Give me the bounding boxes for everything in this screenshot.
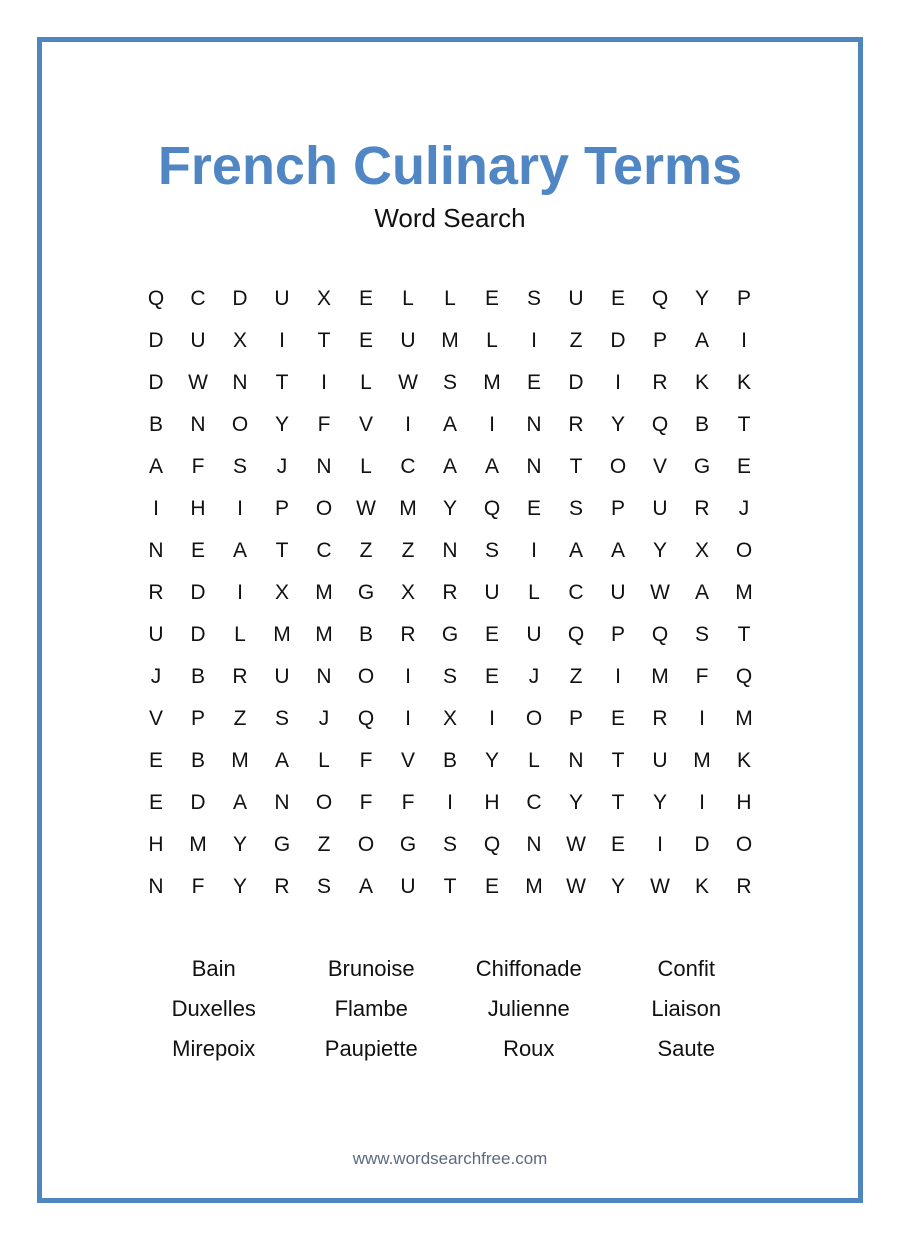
grid-letter: W	[650, 875, 670, 898]
grid-letter: E	[610, 833, 625, 856]
grid-letter: D	[148, 371, 164, 394]
grid-letter: H	[148, 833, 164, 856]
grid-letter: T	[443, 875, 457, 898]
word-list	[135, 949, 765, 1069]
grid-letter: F	[317, 413, 331, 436]
word-list-item: Mirepoix	[172, 1036, 256, 1061]
grid-letter: X	[316, 287, 331, 310]
grid-letter: E	[148, 791, 163, 814]
grid-letter: S	[568, 497, 583, 520]
grid-letter: M	[315, 623, 333, 646]
grid-letter: E	[526, 371, 541, 394]
grid-letter: R	[148, 581, 164, 604]
grid-letter: M	[651, 665, 669, 688]
grid-letter: Z	[569, 329, 583, 352]
grid-letter: R	[736, 875, 752, 898]
grid-letter: Z	[233, 707, 247, 730]
grid-letter: C	[568, 581, 584, 604]
grid-letter: Y	[694, 287, 709, 310]
grid-letter: Y	[652, 539, 667, 562]
grid-letter: Y	[274, 413, 289, 436]
grid-letter: K	[736, 371, 751, 394]
grid-letter: N	[232, 371, 248, 394]
grid-letter: T	[737, 623, 751, 646]
word-list-item: Saute	[657, 1036, 715, 1061]
grid-letter: U	[484, 581, 500, 604]
grid-letter: T	[317, 329, 331, 352]
grid-letter: G	[441, 623, 459, 646]
grid-letter: N	[568, 749, 584, 772]
grid-letter: Q	[651, 623, 669, 646]
grid-letter: V	[358, 413, 373, 436]
grid-letter: I	[657, 833, 663, 856]
word-list-item: Liaison	[651, 996, 722, 1021]
grid-letter: T	[569, 455, 583, 478]
grid-letter: H	[736, 791, 752, 814]
grid-letter: P	[736, 287, 751, 310]
grid-letter: F	[191, 875, 205, 898]
page-subtitle: Word Search	[374, 203, 526, 233]
grid-letter: N	[148, 539, 164, 562]
grid-letter: W	[188, 371, 208, 394]
grid-letter: P	[274, 497, 289, 520]
grid-letter: F	[695, 665, 709, 688]
grid-letter: N	[526, 455, 542, 478]
grid-letter: U	[274, 665, 290, 688]
grid-letter: D	[610, 329, 626, 352]
grid-letter: E	[610, 287, 625, 310]
grid-letter: Y	[442, 497, 457, 520]
grid-letter: I	[699, 707, 705, 730]
grid-letter: S	[232, 455, 247, 478]
grid-letter: K	[736, 749, 751, 772]
page-title: French Culinary Terms	[157, 136, 743, 196]
grid-letter: L	[528, 749, 540, 772]
grid-letter: I	[237, 497, 243, 520]
grid-letter: M	[441, 329, 459, 352]
grid-letter: X	[400, 581, 415, 604]
grid-letter: M	[525, 875, 543, 898]
grid-letter: Y	[232, 875, 247, 898]
grid-letter: S	[274, 707, 289, 730]
grid-letter: Z	[359, 539, 373, 562]
grid-letter: R	[232, 665, 248, 688]
grid-letter: I	[405, 413, 411, 436]
grid-letter: B	[442, 749, 457, 772]
grid-letter: H	[190, 497, 206, 520]
grid-letter: P	[190, 707, 205, 730]
grid-letter: Y	[652, 791, 667, 814]
grid-letter: N	[316, 665, 332, 688]
grid-letter: W	[356, 497, 376, 520]
grid-letter: L	[486, 329, 498, 352]
grid-letter: Q	[147, 287, 165, 310]
grid-letter: E	[484, 875, 499, 898]
grid-letter: N	[526, 833, 542, 856]
grid-letter: M	[693, 749, 711, 772]
grid-letter: Y	[232, 833, 247, 856]
grid-letter: F	[401, 791, 415, 814]
grid-letter: Y	[484, 749, 499, 772]
grid-letter: E	[358, 287, 373, 310]
grid-letter: D	[190, 791, 206, 814]
grid-letter: D	[190, 581, 206, 604]
grid-letter: E	[736, 455, 751, 478]
grid-letter: V	[400, 749, 415, 772]
grid-letter: A	[232, 791, 247, 814]
grid-letter: S	[442, 665, 457, 688]
grid-letter: G	[357, 581, 375, 604]
grid-letter: J	[276, 455, 288, 478]
grid-letter: U	[400, 875, 416, 898]
grid-letter: A	[442, 413, 457, 436]
word-list-item: Confit	[657, 956, 715, 981]
grid-letter: M	[189, 833, 207, 856]
grid-letter: S	[484, 539, 499, 562]
grid-letter: O	[525, 707, 543, 730]
grid-letter: L	[444, 287, 456, 310]
grid-letter: E	[148, 749, 163, 772]
grid-letter: E	[484, 623, 499, 646]
grid-letter: A	[148, 455, 163, 478]
grid-letter: P	[652, 329, 667, 352]
grid-letter: N	[148, 875, 164, 898]
grid-letter: T	[611, 791, 625, 814]
grid-letter: I	[405, 707, 411, 730]
grid-letter: D	[232, 287, 248, 310]
grid-letter: A	[358, 875, 373, 898]
grid-letter: L	[360, 371, 372, 394]
grid-letter: S	[526, 287, 541, 310]
letter-grid	[135, 278, 765, 908]
grid-letter: M	[315, 581, 333, 604]
grid-letter: R	[694, 497, 710, 520]
grid-letter: U	[190, 329, 206, 352]
grid-letter: O	[315, 497, 333, 520]
grid-letter: L	[360, 455, 372, 478]
grid-letter: B	[190, 665, 205, 688]
grid-letter: Q	[483, 833, 501, 856]
grid-letter: R	[568, 413, 584, 436]
grid-letter: L	[234, 623, 246, 646]
grid-letter: Y	[568, 791, 583, 814]
grid-letter: I	[531, 539, 537, 562]
grid-letter: K	[694, 875, 709, 898]
grid-letter: X	[442, 707, 457, 730]
grid-letter: N	[526, 413, 542, 436]
grid-letter: A	[274, 749, 289, 772]
grid-letter: R	[652, 707, 668, 730]
grid-letter: S	[442, 833, 457, 856]
grid-letter: P	[610, 623, 625, 646]
grid-letter: Q	[651, 287, 669, 310]
grid-letter: A	[694, 581, 709, 604]
grid-letter: E	[610, 707, 625, 730]
grid-letter: Q	[651, 413, 669, 436]
grid-letter: D	[568, 371, 584, 394]
grid-letter: K	[694, 371, 709, 394]
grid-letter: R	[274, 875, 290, 898]
grid-letter: C	[526, 791, 542, 814]
grid-letter: C	[190, 287, 206, 310]
grid-letter: B	[358, 623, 373, 646]
grid-letter: M	[231, 749, 249, 772]
grid-letter: Z	[401, 539, 415, 562]
grid-letter: N	[316, 455, 332, 478]
grid-letter: J	[738, 497, 750, 520]
word-list-item: Paupiette	[324, 1036, 418, 1061]
grid-letter: J	[528, 665, 540, 688]
grid-letter: C	[400, 455, 416, 478]
grid-letter: M	[399, 497, 417, 520]
grid-letter: U	[610, 581, 626, 604]
grid-letter: I	[153, 497, 159, 520]
grid-letter: I	[615, 665, 621, 688]
grid-letter: O	[357, 833, 375, 856]
grid-letter: U	[652, 749, 668, 772]
grid-letter: G	[693, 455, 711, 478]
word-list-item: Brunoise	[327, 956, 415, 981]
grid-letter: X	[232, 329, 247, 352]
grid-letter: M	[735, 707, 753, 730]
grid-letter: N	[442, 539, 458, 562]
grid-letter: S	[694, 623, 709, 646]
grid-letter: O	[315, 791, 333, 814]
grid-letter: R	[652, 371, 668, 394]
word-list-item: Chiffonade	[475, 956, 582, 981]
grid-letter: Y	[610, 875, 625, 898]
grid-letter: S	[316, 875, 331, 898]
grid-letter: U	[526, 623, 542, 646]
grid-letter: I	[615, 371, 621, 394]
grid-letter: R	[400, 623, 416, 646]
grid-letter: Q	[483, 497, 501, 520]
grid-letter: O	[735, 833, 753, 856]
grid-letter: H	[484, 791, 500, 814]
grid-letter: E	[358, 329, 373, 352]
grid-letter: U	[274, 287, 290, 310]
grid-letter: I	[741, 329, 747, 352]
grid-letter: Z	[569, 665, 583, 688]
grid-letter: O	[609, 455, 627, 478]
grid-letter: J	[150, 665, 162, 688]
grid-letter: U	[568, 287, 584, 310]
grid-letter: V	[652, 455, 667, 478]
grid-letter: A	[610, 539, 625, 562]
grid-letter: D	[148, 329, 164, 352]
grid-letter: P	[568, 707, 583, 730]
grid-letter: Y	[610, 413, 625, 436]
grid-letter: W	[566, 833, 586, 856]
grid-letter: Q	[567, 623, 585, 646]
grid-letter: A	[442, 455, 457, 478]
grid-letter: U	[400, 329, 416, 352]
grid-letter: N	[190, 413, 206, 436]
grid-letter: E	[484, 665, 499, 688]
grid-letter: N	[274, 791, 290, 814]
grid-letter: W	[398, 371, 418, 394]
grid-letter: T	[611, 749, 625, 772]
grid-letter: B	[694, 413, 709, 436]
grid-letter: U	[652, 497, 668, 520]
grid-letter: L	[402, 287, 414, 310]
grid-letter: P	[610, 497, 625, 520]
word-list-item: Duxelles	[171, 996, 256, 1021]
grid-letter: A	[568, 539, 583, 562]
grid-letter: X	[274, 581, 289, 604]
grid-letter: U	[148, 623, 164, 646]
grid-letter: E	[526, 497, 541, 520]
grid-letter: I	[279, 329, 285, 352]
grid-letter: G	[273, 833, 291, 856]
grid-letter: C	[316, 539, 332, 562]
grid-letter: W	[650, 581, 670, 604]
grid-letter: T	[275, 539, 289, 562]
grid-letter: I	[489, 707, 495, 730]
grid-letter: E	[190, 539, 205, 562]
footer-url: www.wordsearchfree.com	[352, 1149, 548, 1168]
grid-letter: T	[275, 371, 289, 394]
grid-letter: Z	[317, 833, 331, 856]
word-list-item: Flambe	[334, 996, 408, 1021]
grid-letter: V	[148, 707, 163, 730]
word-list-item: Bain	[191, 956, 236, 981]
grid-letter: I	[531, 329, 537, 352]
grid-letter: L	[528, 581, 540, 604]
grid-letter: S	[442, 371, 457, 394]
grid-letter: A	[232, 539, 247, 562]
grid-letter: I	[405, 665, 411, 688]
grid-letter: W	[566, 875, 586, 898]
grid-letter: I	[489, 413, 495, 436]
grid-letter: I	[237, 581, 243, 604]
grid-letter: I	[447, 791, 453, 814]
grid-letter: M	[273, 623, 291, 646]
word-list-item: Julienne	[487, 996, 570, 1021]
grid-letter: O	[231, 413, 249, 436]
grid-letter: F	[191, 455, 205, 478]
grid-letter: D	[190, 623, 206, 646]
grid-letter: I	[321, 371, 327, 394]
grid-letter: J	[318, 707, 330, 730]
grid-letter: A	[484, 455, 499, 478]
grid-letter: M	[483, 371, 501, 394]
grid-letter: D	[694, 833, 710, 856]
grid-letter: F	[359, 791, 373, 814]
grid-letter: R	[442, 581, 458, 604]
grid-letter: A	[694, 329, 709, 352]
grid-letter: B	[148, 413, 163, 436]
grid-letter: I	[699, 791, 705, 814]
grid-letter: X	[694, 539, 709, 562]
grid-letter: Q	[735, 665, 753, 688]
grid-letter: O	[735, 539, 753, 562]
grid-letter: B	[190, 749, 205, 772]
grid-letter: O	[357, 665, 375, 688]
grid-letter: T	[737, 413, 751, 436]
grid-letter: M	[735, 581, 753, 604]
grid-letter: Q	[357, 707, 375, 730]
grid-letter: E	[484, 287, 499, 310]
grid-letter: F	[359, 749, 373, 772]
word-list-item: Roux	[503, 1036, 555, 1061]
grid-letter: L	[318, 749, 330, 772]
grid-letter: G	[399, 833, 417, 856]
